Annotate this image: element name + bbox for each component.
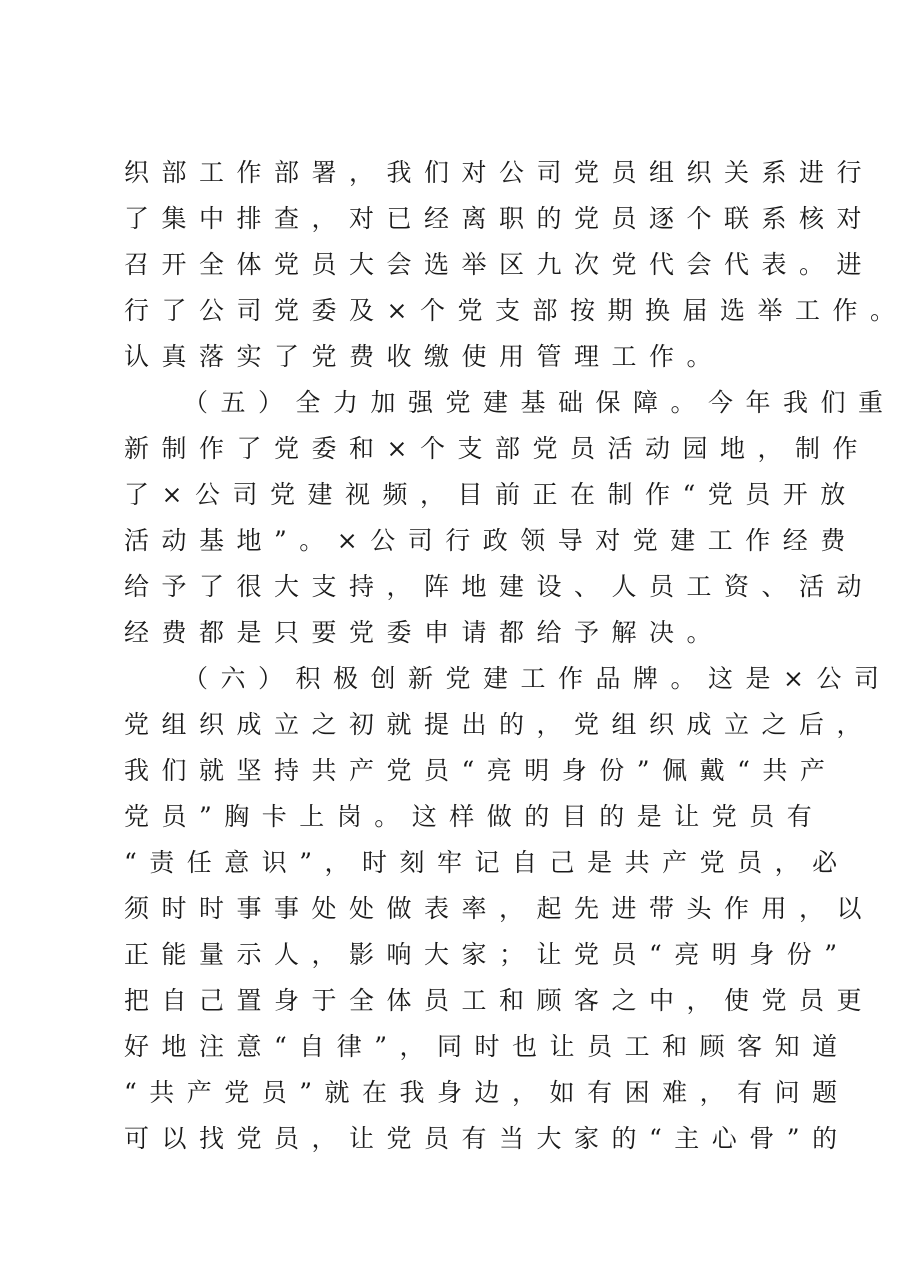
- text-line: 党员”胸卡上岗。这样做的目的是让党员有: [124, 802, 825, 831]
- text-line: 可以找党员，让党员有当大家的“主心骨”的: [124, 1124, 850, 1153]
- text-line: “共产党员”就在我身边，如有困难，有问题: [124, 1078, 850, 1107]
- text-line: 好地注意“自律”，同时也让员工和顾客知道: [124, 1032, 850, 1061]
- text-line: 把自己置身于全体员工和顾客之中，使党员更: [124, 986, 875, 1015]
- text-line: “责任意识”，时刻牢记自己是共产党员，必: [124, 848, 850, 877]
- text-line: 正能量示人，影响大家；让党员“亮明身份”: [124, 940, 850, 969]
- section-heading-line: （五）全力加强党建基础保障。今年我们重: [183, 388, 896, 417]
- section-heading-line: （六）积极创新党建工作品牌。这是×公司: [183, 664, 892, 693]
- text-line: 给予了很大支持，阵地建设、人员工资、活动: [124, 572, 875, 601]
- text-line: 认真落实了党费收缴使用管理工作。: [124, 342, 725, 371]
- text-line: 了×公司党建视频，目前正在制作“党员开放: [124, 480, 858, 509]
- text-line: 活动基地”。×公司行政领导对党建工作经费: [124, 526, 858, 555]
- text-line: 党组织成立之初就提出的，党组织成立之后，: [124, 710, 875, 739]
- text-line: 织部工作部署，我们对公司党员组织关系进行: [124, 158, 875, 187]
- text-line: 召开全体党员大会选举区九次党代会代表。进: [124, 250, 875, 279]
- text-line: 我们就坚持共产党员“亮明身份”佩戴“共产: [124, 756, 838, 785]
- text-line: 须时时事事处处做表率，起先进带头作用，以: [124, 894, 875, 923]
- text-line: 经费都是只要党委申请都给予解决。: [124, 618, 725, 647]
- text-line: 行了公司党委及×个党支部按期换届选举工作。: [124, 296, 908, 325]
- text-line: 了集中排查，对已经离职的党员逐个联系核对: [124, 204, 875, 233]
- text-line: 新制作了党委和×个支部党员活动园地，制作: [124, 434, 870, 463]
